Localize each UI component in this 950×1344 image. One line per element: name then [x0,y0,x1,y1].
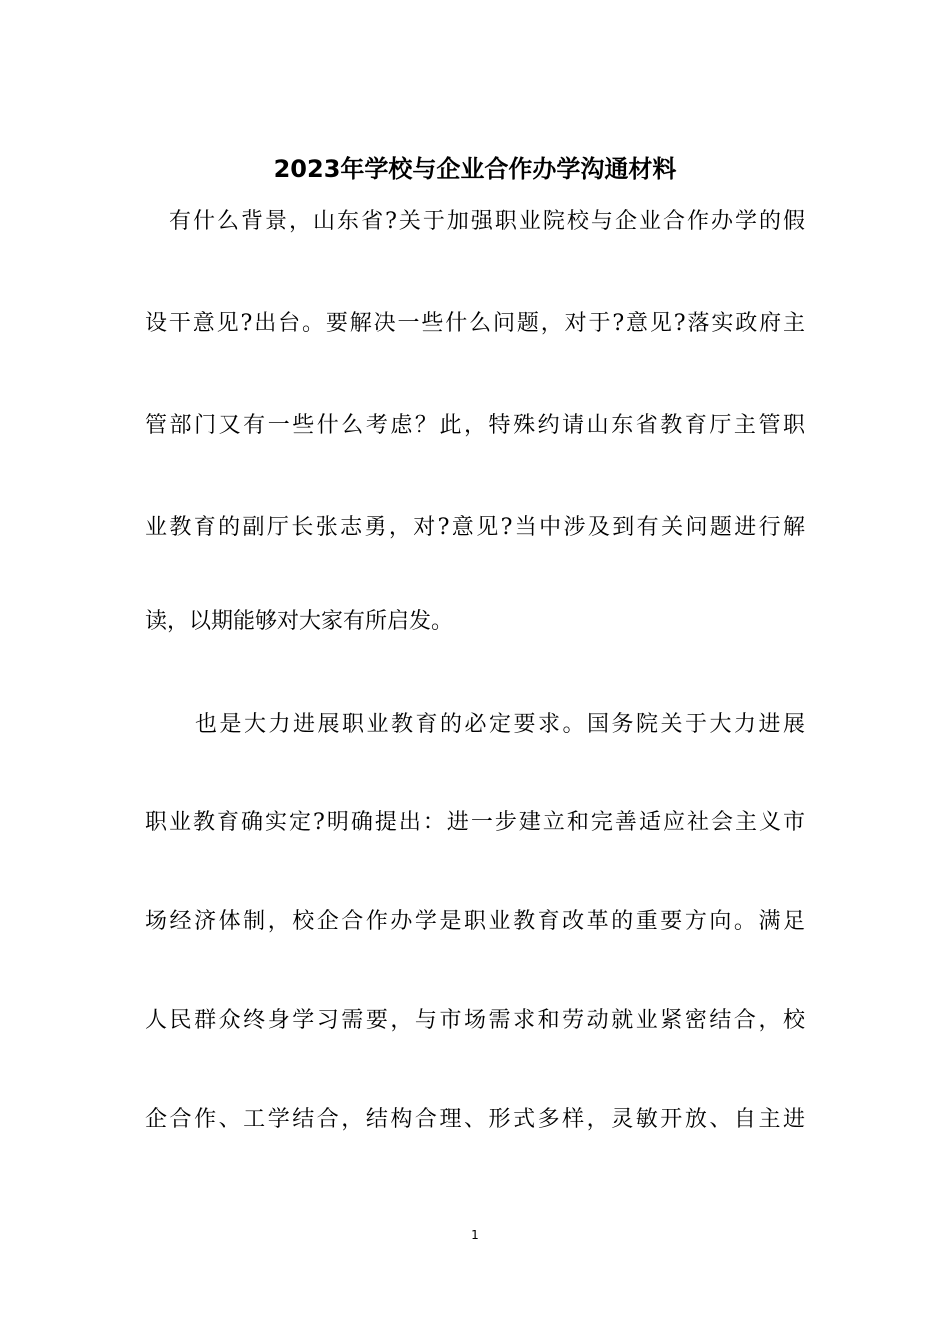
text-line: 管部门又有一些什么考虑？此，特殊约请山东省教育厅主管职 [145,413,805,438]
text-line: 场经济体制，校企合作办学是职业教育改革的重要方向。满足 [145,909,805,934]
text-line: 读，以期能够对大家有所启发。 [145,609,454,634]
text-line: 设干意见?出台。要解决一些什么问题，对于?意见?落实政府主 [145,311,805,336]
text-line: 人民群众终身学习需要，与市场需求和劳动就业紧密结合，校 [145,1008,805,1033]
document-title: 2023年学校与企业合作办学沟通材料 [273,155,677,184]
page-number: 1 [471,1228,479,1242]
text-line: 有什么背景，山东省?关于加强职业院校与企业合作办学的假 [169,209,805,234]
text-line: 职业教育确实定?明确提出：进一步建立和完善适应社会主义市 [145,810,805,835]
text-line: 企合作、工学结合，结构合理、形式多样，灵敏开放、自主进 [145,1107,805,1132]
text-line: 业教育的副厅长张志勇，对?意见?当中涉及到有关问题进行解 [145,515,805,540]
text-line: 也是大力进展职业教育的必定要求。国务院关于大力进展 [195,712,805,737]
